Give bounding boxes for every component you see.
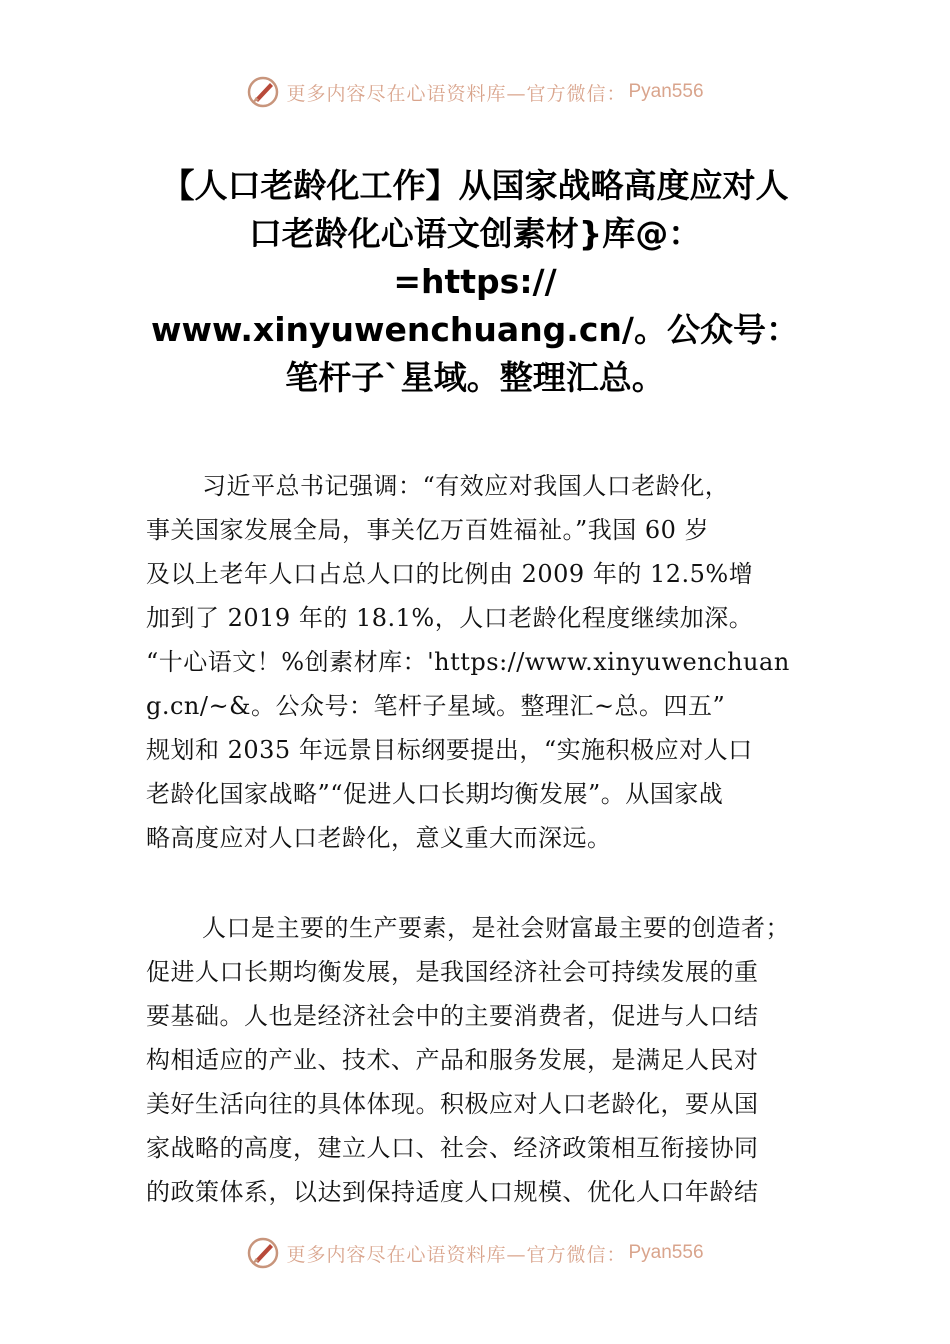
title-line: =https:// [393, 262, 557, 301]
brand-logo-icon [246, 75, 280, 109]
text-line: 习近平总书记强调：“有效应对我国人口老龄化， [202, 472, 730, 500]
brand-logo-icon [246, 1236, 280, 1270]
title-line: 笔杆子`星域。整理汇总。 [285, 358, 665, 397]
body-paragraph-2 [146, 906, 846, 1214]
text-line: 要基础。人也是经济社会中的主要消费者，促进与人口结 [146, 1002, 759, 1030]
text-line: 家战略的高度，建立人口、社会、经济政策相互衔接协同 [146, 1134, 759, 1162]
text-line: 的政策体系，以达到保持适度人口规模、优化人口年龄结 [146, 1178, 759, 1206]
title-line: www.xinyuwenchuang.cn/。公众号： [151, 310, 799, 349]
watermark-text: 更多内容尽在心语资料库—官方微信： [286, 1243, 627, 1266]
title-line: 【人口老龄化工作】从国家战略高度应对人 [161, 166, 789, 205]
text-line: 规划和 2035 年远景目标纲要提出，“实施积极应对人口 [146, 736, 753, 764]
text-line: 加到了 2019 年的 18.1%，人口老龄化程度继续加深。 [146, 604, 754, 632]
watermark-wechat-id: Pyan556 [628, 1242, 704, 1263]
text-line: 促进人口长期均衡发展，是我国经济社会可持续发展的重 [146, 958, 759, 986]
text-line: 及以上老年人口占总人口的比例由 2009 年的 12.5%增 [146, 560, 754, 588]
watermark-wechat-id: Pyan556 [628, 81, 704, 102]
footer-watermark [0, 1233, 950, 1273]
text-line: 事关国家发展全局，事关亿万百姓福祉。”我国 60 岁 [146, 516, 710, 544]
text-line: g.cn/~&。公众号：笔杆子星域。整理汇~总。四五” [146, 692, 726, 720]
text-line: 人口是主要的生产要素，是社会财富最主要的创造者； [202, 914, 790, 942]
header-watermark [0, 72, 950, 112]
text-line: 美好生活向往的具体体现。积极应对人口老龄化，要从国 [146, 1090, 759, 1118]
title-line: 口老龄化心语文创素材}库@： [248, 214, 702, 253]
watermark-text: 更多内容尽在心语资料库—官方微信： [286, 82, 627, 105]
text-line: 构相适应的产业、技术、产品和服务发展，是满足人民对 [146, 1046, 759, 1074]
text-line: 老龄化国家战略”“促进人口长期均衡发展”。从国家战 [146, 780, 724, 808]
body-paragraph-1 [146, 464, 846, 860]
document-title [60, 162, 890, 402]
text-line: “十心语文！%创素材库：'https://www.xinyuwenchuan [146, 648, 790, 676]
text-line: 略高度应对人口老龄化，意义重大而深远。 [146, 824, 612, 852]
